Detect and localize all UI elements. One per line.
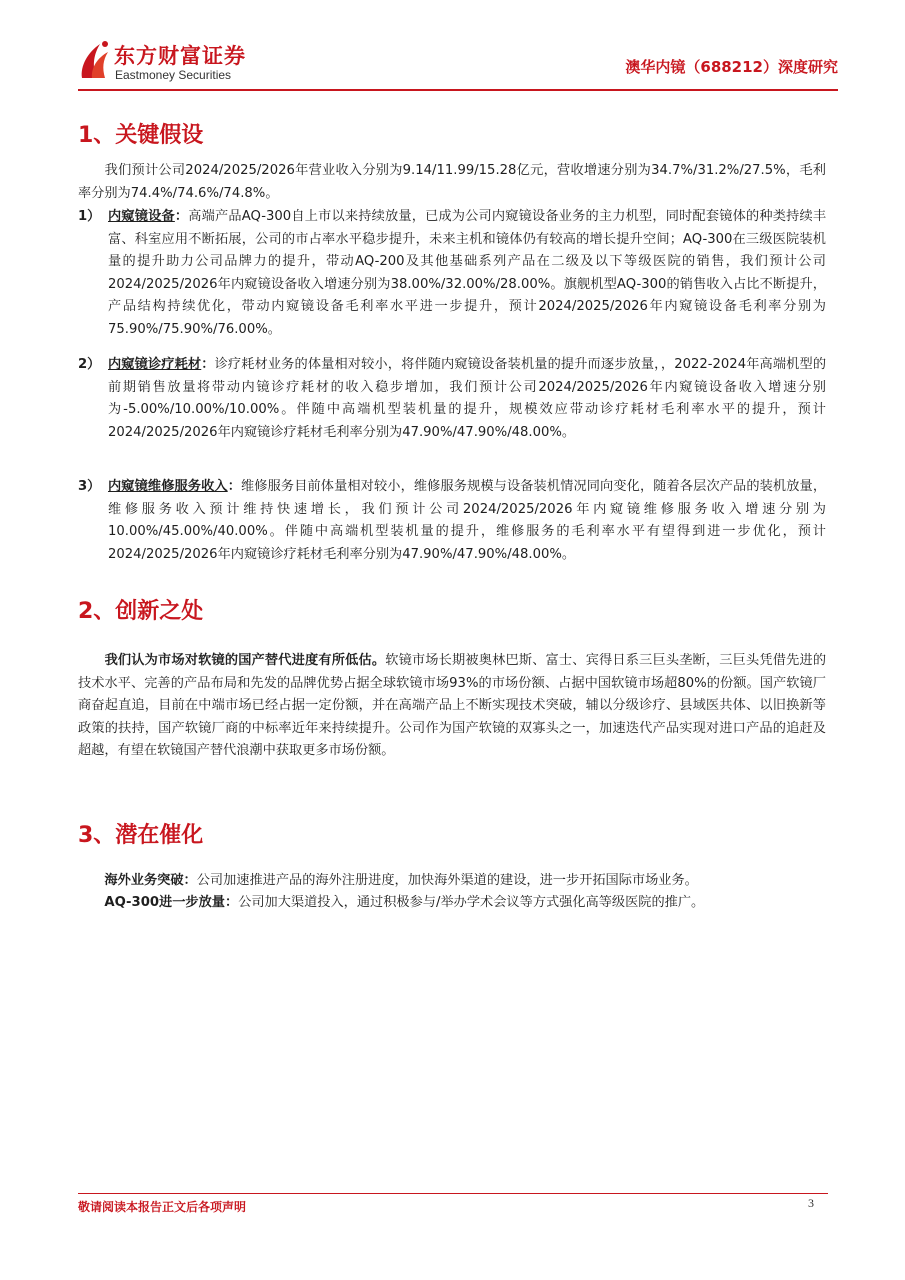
innovation-text: 软镜市场长期被奥林巴斯、富士、宾得日系三巨头垄断，三巨头凭借先进的技术水平、完善的产品布局和先发的品牌优势占据全球软镜市场93%的市场份额、占据中国软镜市场超80%的份额。国产软镜厂商奋起直追，目前在中端市场已经占据一定份额，并在高端产品上不断实现技术突破，辅以分级诊疗、县域医共体、以旧换新等政策的扶持，国产软镜厂商的中标率近年来持续提升。公司作为国产软镜的双寡头之一，加速迭代产品实现对进口产品的追赶及超越，有望在软镜国产替代浪潮中获取更多市场份额。 [78,653,827,759]
catalyst-overseas [78,870,826,893]
disclaimer-note: 敬请阅读本报告正文后各项声明 [78,1200,247,1214]
header-divider [78,89,838,91]
item-label: 内窥镜维修服务收入 [108,479,228,494]
logo-chinese-name: 东方财富证券 [114,44,246,68]
item-number: 3） [78,479,101,494]
item-label: 内窥镜设备 [108,209,175,224]
page-number: 3 [808,1196,814,1210]
catalyst-aq300 [78,892,826,915]
catalyst-label: AQ-300进一步放量 [104,895,225,910]
logo-english-name: Eastmoney Securities [115,68,232,82]
section-title-catalysts: 3、潜在催化 [78,823,204,848]
section-title-key-assumptions: 1、关键假设 [78,123,204,148]
item-text: 诊疗耗材业务的体量相对较小，将伴随内窥镜设备装机量的提升而逐步放量，，2022-2024年高端机型的前期销售放量将带动内镜诊疗耗材的收入稳步增加，我们预计公司2024/2025/2026年内窥镜设备收入增速分别为-5.00%/10.00%/10.00%。伴随中高端机型装机量的提升，规模效应带动诊疗耗材毛利率水平的提升，预计2024/2025/2026年内窥镜诊疗耗材毛利率分别为47.90%/47.90%/48.00%。 [108,357,827,440]
item-label: 内窥镜诊疗耗材 [108,357,202,372]
assumption-item-consumables [78,354,826,444]
report-title: 澳华内镜（688212）深度研究 [625,58,838,76]
innovation-bold-lead: 我们认为市场对软镜的国产替代进度有所低估。 [104,653,386,668]
page-header [78,38,838,88]
assumptions-intro [78,160,826,205]
footer-divider [78,1193,828,1194]
section-title-innovation: 2、创新之处 [78,599,204,624]
item-colon: ： [227,479,241,494]
catalyst-colon: ： [183,873,197,888]
item-text: 维修服务目前体量相对较小，维修服务规模与设备装机情况同向变化，随着各层次产品的装机放量，维修服务收入预计维持快速增长，我们预计公司2024/2025/2026年内窥镜维修服务收入增速分别为10.00%/45.00%/40.00%。伴随中高端机型装机量的提升，维修服务的毛利率水平有望得到进一步优化，预计2024/2025/2026年内窥镜诊疗耗材毛利率分别为47.90%/47.90%/48.00%。 [108,479,827,562]
catalyst-colon: ： [225,895,239,910]
catalyst-label: 海外业务突破 [104,873,184,888]
innovation-paragraph [78,650,826,763]
catalyst-text: 公司加大渠道投入，通过积极参与/举办学术会议等方式强化高等级医院的推广。 [238,895,705,910]
assumptions-intro-text: 我们预计公司2024/2025/2026年营业收入分别为9.14/11.99/15.28亿元，营收增速分别为34.7%/31.2%/27.5%，毛利率分别为74.4%/74.6%/74.8%。 [78,163,826,201]
assumption-item-repair-service [78,476,826,566]
item-number: 1） [78,209,101,224]
catalyst-text: 公司加速推进产品的海外注册进度，加快海外渠道的建设，进一步开拓国际市场业务。 [196,873,698,888]
item-number: 2） [78,357,101,372]
eastmoney-logo-icon [78,38,112,82]
item-text: 高端产品AQ-300自上市以来持续放量，已成为公司内窥镜设备业务的主力机型，同时配套镜体的种类持续丰富、科室应用不断拓展，公司的市占率水平稳步提升，未来主机和镜体仍有较高的增长提升空间；AQ-300在三级医院装机量的提升助力公司品牌力的提升，带动AQ-200及其他基础系列产品在二级及以下等级医院的销售，我们预计公司2024/2025/2026年内窥镜设备收入增速分别为38.00%/32.00%/28.00%。旗舰机型AQ-300的销售收入占比不断提升，产品结构持续优化，带动内窥镜设备毛利率水平进一步提升，预计2024/2025/2026年内窥镜设备毛利率分别为75.90%/75.90%/76.00%。 [108,209,827,337]
item-colon: ： [201,357,215,372]
item-colon: ： [174,209,189,224]
assumption-item-equipment [78,206,826,342]
